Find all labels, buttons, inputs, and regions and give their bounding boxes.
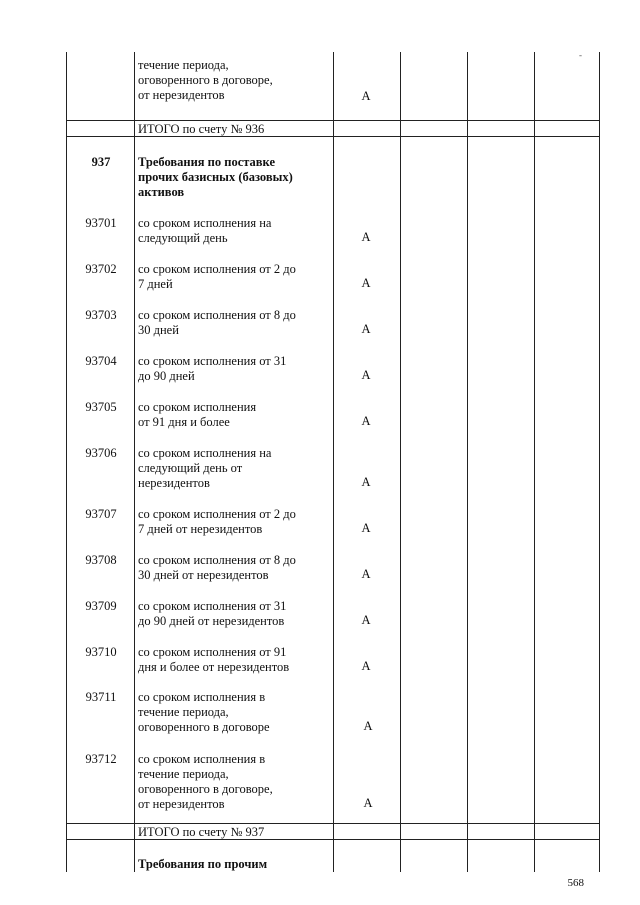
title-line: Требования по поставке bbox=[138, 155, 275, 169]
section-937-code: 937 bbox=[91, 155, 111, 169]
account-description bbox=[138, 690, 328, 735]
desc-line: со сроком исполнения на bbox=[138, 446, 272, 460]
row-mark: A bbox=[361, 276, 371, 290]
account-code: 93705 bbox=[85, 400, 117, 414]
account-code: 93703 bbox=[85, 308, 117, 322]
desc-line: со сроком исполнения от 2 до bbox=[138, 507, 296, 521]
desc-line: со сроком исполнения в bbox=[138, 752, 266, 766]
row-mark: A bbox=[361, 521, 371, 535]
table-col-divider-2 bbox=[333, 52, 334, 872]
row-mark: A bbox=[361, 659, 371, 673]
desc-line: от нерезидентов bbox=[138, 88, 225, 102]
table-col-divider-3 bbox=[400, 52, 401, 872]
account-description bbox=[138, 308, 328, 338]
row-mark: A bbox=[361, 368, 371, 382]
next-section-title: Требования по прочим bbox=[138, 857, 268, 871]
title-line: активов bbox=[138, 185, 185, 199]
desc-line: со сроком исполнения от 8 до bbox=[138, 553, 296, 567]
title-line: прочих базисных (базовых) bbox=[138, 170, 293, 184]
table-border-right bbox=[599, 52, 600, 872]
desc-line: течение периода, bbox=[138, 705, 229, 719]
account-code: 93701 bbox=[85, 216, 117, 230]
row-mark: A bbox=[361, 475, 371, 489]
desc-line: до 90 дней bbox=[138, 369, 195, 383]
table-col-divider-4 bbox=[467, 52, 468, 872]
corner-mark: - bbox=[579, 50, 582, 60]
desc-line: со сроком исполнения от 31 bbox=[138, 599, 287, 613]
account-description bbox=[138, 507, 328, 537]
account-description bbox=[138, 354, 328, 384]
desc-line: со сроком исполнения от 91 bbox=[138, 645, 287, 659]
total-937-label: ИТОГО по счету № 937 bbox=[138, 825, 265, 839]
account-description bbox=[138, 216, 328, 246]
desc-line: 7 дней от нерезидентов bbox=[138, 522, 263, 536]
table-border-left bbox=[66, 52, 67, 872]
desc-line: 30 дней от нерезидентов bbox=[138, 568, 269, 582]
account-code: 93707 bbox=[85, 507, 117, 521]
row-mark: A bbox=[363, 719, 373, 733]
desc-line: нерезидентов bbox=[138, 476, 210, 490]
desc-line: 7 дней bbox=[138, 277, 173, 291]
section-937-title bbox=[138, 155, 328, 200]
account-code: 93706 bbox=[85, 446, 117, 460]
desc-line: со сроком исполнения от 8 до bbox=[138, 308, 296, 322]
row-mark: A bbox=[363, 796, 373, 810]
top-continuation-text bbox=[138, 58, 328, 103]
desc-line: от нерезидентов bbox=[138, 797, 225, 811]
desc-line: оговоренного в договоре, bbox=[138, 73, 273, 87]
account-code: 93709 bbox=[85, 599, 117, 613]
desc-line: со сроком исполнения на bbox=[138, 216, 272, 230]
account-description bbox=[138, 752, 328, 812]
row-mark: A bbox=[361, 567, 371, 581]
desc-line: со сроком исполнения bbox=[138, 400, 257, 414]
desc-line: от 91 дня и более bbox=[138, 415, 230, 429]
desc-line: до 90 дней от нерезидентов bbox=[138, 614, 285, 628]
table-col-divider-1 bbox=[134, 52, 135, 872]
desc-line: 30 дней bbox=[138, 323, 179, 337]
account-code: 93702 bbox=[85, 262, 117, 276]
row-mark: A bbox=[361, 613, 371, 627]
total-936-top-rule bbox=[66, 120, 600, 121]
desc-line: оговоренного в договоре bbox=[138, 720, 270, 734]
desc-line: со сроком исполнения от 2 до bbox=[138, 262, 296, 276]
account-code: 93712 bbox=[85, 752, 117, 766]
account-code: 93710 bbox=[85, 645, 117, 659]
desc-line: течение периода, bbox=[138, 58, 229, 72]
desc-line: следующий день bbox=[138, 231, 228, 245]
row-mark: A bbox=[361, 414, 371, 428]
desc-line: со сроком исполнения от 31 bbox=[138, 354, 287, 368]
row-mark: A bbox=[361, 89, 371, 103]
account-code: 93704 bbox=[85, 354, 117, 368]
row-mark: A bbox=[361, 230, 371, 244]
account-description bbox=[138, 553, 328, 583]
account-description bbox=[138, 262, 328, 292]
desc-line: следующий день от bbox=[138, 461, 243, 475]
desc-line: течение периода, bbox=[138, 767, 229, 781]
account-description bbox=[138, 446, 328, 491]
desc-line: дня и более от нерезидентов bbox=[138, 660, 290, 674]
total-936-label: ИТОГО по счету № 936 bbox=[138, 122, 265, 136]
account-description bbox=[138, 645, 328, 675]
row-mark: A bbox=[361, 322, 371, 336]
desc-line: со сроком исполнения в bbox=[138, 690, 266, 704]
account-code: 93711 bbox=[85, 690, 117, 704]
table-col-divider-5 bbox=[534, 52, 535, 872]
total-937-top-rule bbox=[66, 823, 600, 824]
account-code: 93708 bbox=[85, 553, 117, 567]
account-description bbox=[138, 599, 328, 629]
account-description bbox=[138, 400, 328, 430]
desc-line: оговоренного в договоре, bbox=[138, 782, 273, 796]
page-number: 568 bbox=[567, 877, 584, 889]
